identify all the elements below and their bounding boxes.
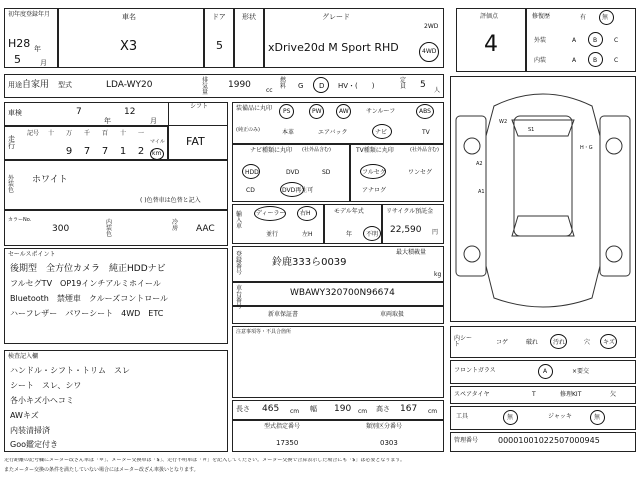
mileage-place: 十 xyxy=(119,130,126,137)
equip-item: サンルーフ xyxy=(366,108,396,115)
equip-item: AW xyxy=(339,108,349,115)
nav-item: SD xyxy=(322,169,331,176)
inspector-notes-label: 検査記入欄 xyxy=(8,353,39,360)
recycle-value: 22,590 xyxy=(390,225,422,235)
seat-item: 破れ xyxy=(526,339,539,346)
car-windshield xyxy=(512,120,574,136)
warranty-new: 新車保証書 xyxy=(268,311,299,318)
sales-point-label: セールスポイント xyxy=(8,251,56,258)
disp-unit: cc xyxy=(266,87,273,94)
model-year-label: モデル年式 xyxy=(334,208,364,215)
inspector-note: 内装清掃済 xyxy=(10,426,50,435)
equipment-title: 装備品に丸印 xyxy=(236,105,273,112)
mileage-unit-mile: マイル xyxy=(150,139,165,145)
doors: 5 xyxy=(216,39,223,52)
tv-sub: (社外品含む) xyxy=(410,147,439,153)
seat-item: 穴 xyxy=(584,339,591,346)
spare-label: スペアタイヤ xyxy=(454,391,490,398)
drive-4wd: 4WD xyxy=(422,48,437,55)
inspection-month-unit: 月 xyxy=(150,117,157,125)
mileage-place: 千 xyxy=(83,130,90,137)
door-label: ドア xyxy=(212,13,226,21)
mileage-unit-km: km xyxy=(152,150,162,157)
car-rear-window xyxy=(512,216,574,236)
class-label: 類別区分番号 xyxy=(366,423,403,430)
mileage-digit: 7 xyxy=(83,146,91,157)
mileage-label: 走行 xyxy=(8,135,15,150)
diagram-mark: W2 xyxy=(499,119,508,125)
inspector-note: 各小キズ小ヘコミ xyxy=(10,396,74,405)
mileage-digit: 7 xyxy=(101,146,109,157)
wheel xyxy=(606,138,622,154)
footer-line-1: 走行距離の記号欄にメーター改ざん車は「＊」、メーター交換車は「$」、走行不明車は「＃」を記入してください。メーター交換で合算表示した場合にも「$」は必要となります。 xyxy=(4,458,405,463)
sales-point-line: Bluetooth 禁煙車 クルーズコントロール xyxy=(10,294,169,303)
tools-cell xyxy=(450,406,636,430)
mgmt-label: 管理番号 xyxy=(454,437,479,444)
car-diagram xyxy=(450,76,636,322)
shift: FAT xyxy=(186,135,205,148)
dims-unit: cm xyxy=(358,408,368,415)
fuel-label: 燃料 xyxy=(280,77,287,90)
footer-line-2: またメーター交換の条件を満たしていない場合にはメーター改ざん車扱いとなります。 xyxy=(4,467,199,473)
equipment-subtitle: (純正のみ) xyxy=(236,127,260,133)
grade-a: A xyxy=(572,37,577,44)
model-label: 型式 xyxy=(58,81,72,89)
type-no: 17350 xyxy=(276,439,299,447)
tools-label: 工具 xyxy=(456,413,469,420)
disp-label: 排気量 xyxy=(202,77,209,96)
diagram-mark: S1 xyxy=(528,127,535,133)
inspector-note: Goo鑑定付き xyxy=(10,440,58,449)
spare-kit: 修理KIT xyxy=(560,391,582,398)
car-name: X3 xyxy=(120,39,138,54)
sales-point-line: 後期型 全方位カメラ 純正HDDナビ xyxy=(10,264,166,274)
spare-none: 欠 xyxy=(610,391,617,398)
mileage-places xyxy=(24,128,152,137)
grade-b: B xyxy=(593,37,598,44)
length-label: 長さ xyxy=(236,405,250,413)
ac-label: 冷房 xyxy=(172,219,179,232)
tv-item: ワンセグ xyxy=(408,169,433,176)
repair-no: 無 xyxy=(602,14,609,21)
grade-c: C xyxy=(614,57,619,64)
seat-label: 内シート xyxy=(454,335,473,348)
dims-unit: cm xyxy=(428,408,438,415)
mileage-place: 万 xyxy=(65,130,72,137)
use: 自家用 xyxy=(22,80,50,90)
shift-cell xyxy=(168,102,228,160)
use-label: 用途 xyxy=(8,81,22,89)
plate-label: 登録番号 xyxy=(236,251,243,276)
inspection-month: 12 xyxy=(124,107,136,117)
model: LDA-WY20 xyxy=(106,80,153,90)
inspection-label: 車検 xyxy=(8,109,22,117)
warranty-manual: 車両取扱 xyxy=(380,311,405,318)
score-label: 評価点 xyxy=(480,13,499,20)
notes-title: 注意事項等・不具合箇所 xyxy=(236,329,292,335)
reg-year-suffix: 年 xyxy=(34,45,41,53)
inspector-note: AWキズ xyxy=(10,411,39,420)
color-no-cell xyxy=(4,210,228,246)
car-left-side xyxy=(456,116,486,276)
spare-t: T xyxy=(532,391,536,398)
interior-color-label: 内装色 xyxy=(106,219,113,238)
jack-none: 無 xyxy=(594,414,601,421)
tools-none: 無 xyxy=(507,414,514,421)
model-year-unknown: 不明 xyxy=(366,231,379,238)
equip-item: TV xyxy=(422,129,430,136)
equip-item: PW xyxy=(312,108,322,115)
grade-c: C xyxy=(614,37,619,44)
nav-item: DVD再生可 xyxy=(282,187,314,194)
vin-value: WBAWY320700N96674 xyxy=(290,288,395,298)
int-label: 内装 xyxy=(534,57,547,64)
disp: 1990 xyxy=(228,80,251,90)
shift-label: シフト xyxy=(190,103,209,110)
car-name-label: 車名 xyxy=(122,13,136,21)
seat-item: 汚れ xyxy=(553,339,566,346)
color-no: 300 xyxy=(52,224,70,234)
ac: AAC xyxy=(196,224,215,234)
fuel-g: G xyxy=(298,82,304,90)
front-glass-x: ×要交 xyxy=(572,368,590,375)
fuel-hv: HV・( ) xyxy=(338,82,375,90)
load-label: 最大積載量 xyxy=(396,249,427,256)
mileage-place: 百 xyxy=(101,130,108,137)
height-label: 高さ xyxy=(376,405,390,413)
mileage-place: 一 xyxy=(137,130,144,137)
mileage-digit: 1 xyxy=(119,146,127,157)
inspection-year: 7 xyxy=(76,107,82,117)
score-value: 4 xyxy=(484,32,498,57)
import-left: 左H xyxy=(302,231,313,238)
cap-label: 定員 xyxy=(400,77,407,90)
repair-label: 修復歴 xyxy=(532,13,551,20)
length: 465 xyxy=(262,404,280,414)
exterior-note: ( )色替車は色替と記入 xyxy=(140,197,201,204)
recycle-label: リサイクル預託金 xyxy=(386,208,434,215)
drive-2wd: 2WD xyxy=(424,23,439,30)
nav-title: ナビ種類に丸印 xyxy=(250,147,293,154)
cap-unit: 人 xyxy=(434,87,441,94)
equip-item: ABS xyxy=(419,108,431,115)
grade-a: A xyxy=(572,57,577,64)
diagram-mark: H・G xyxy=(580,145,593,151)
nav-item: HDD xyxy=(245,169,259,176)
width-label: 幅 xyxy=(310,405,317,413)
inspection-year-unit: 年 xyxy=(104,117,111,125)
wheel xyxy=(464,246,480,262)
front-glass-a: A xyxy=(543,368,548,375)
reg-date-label: 初年度登録年月 xyxy=(8,11,51,18)
nav-item: CD xyxy=(246,187,255,194)
tv-title: TV種類に丸印 xyxy=(356,147,394,154)
diagram-mark: A1 xyxy=(478,189,485,195)
car-body-outline xyxy=(486,94,600,307)
import-right: 右H xyxy=(300,210,311,217)
reg-era-year: H28 xyxy=(8,37,31,50)
repair-yes: 有 xyxy=(580,14,587,21)
sales-point-line: フルセグTV OP19インチアルミホイール xyxy=(10,279,161,288)
plate-value: 鈴鹿333ら0039 xyxy=(272,257,347,268)
fuel-d: D xyxy=(319,82,325,90)
warranty-cell xyxy=(232,306,444,324)
equip-item: PS xyxy=(283,108,291,115)
reg-month: 5 xyxy=(14,53,21,66)
sales-point-line: ハーフレザー パワーシート 4WD ETC xyxy=(10,309,164,318)
grade: xDrive20d M Sport RHD xyxy=(268,41,399,54)
inspector-note: シート スレ、シワ xyxy=(10,381,82,390)
notes-cell xyxy=(232,326,444,398)
tv-item: アナログ xyxy=(362,187,387,194)
jack-label: ジャッキ xyxy=(548,413,572,420)
nav-item: DVD xyxy=(286,169,300,176)
grade-label: グレード xyxy=(322,13,350,21)
width: 190 xyxy=(334,404,352,414)
dims-unit: cm xyxy=(290,408,300,415)
shape-label: 形状 xyxy=(242,13,256,21)
mileage-digit: 9 xyxy=(65,146,73,157)
mileage-digits xyxy=(60,146,152,157)
wheel xyxy=(464,138,480,154)
mgmt-value: 0000100102250700​0945 xyxy=(498,436,600,445)
load-unit: kg xyxy=(434,271,442,278)
cap: 5 xyxy=(420,80,426,90)
equip-item: エアバック xyxy=(318,129,348,136)
class-no: 0303 xyxy=(380,439,398,447)
ext-label: 外装 xyxy=(534,37,547,44)
seat-item: コゲ xyxy=(496,339,509,346)
exterior-label: 外装色 xyxy=(8,175,15,194)
type-label: 型式指定番号 xyxy=(264,423,301,430)
car-right-side xyxy=(600,116,630,276)
mileage-digit: 2 xyxy=(137,146,145,157)
tv-item: フルセグ xyxy=(362,169,386,176)
nav-sub: (社外品含む) xyxy=(302,147,331,153)
mileage-place: 十 xyxy=(47,130,54,137)
seat-item: キズ xyxy=(603,339,615,346)
wheel xyxy=(606,246,622,262)
diagram-mark: A2 xyxy=(476,161,483,167)
import-label: 輸入車 xyxy=(236,211,243,230)
inspector-note: ハンドル・シフト・トリム スレ xyxy=(10,366,130,375)
grade-b: B xyxy=(593,57,598,64)
equip-item: 本革 xyxy=(282,129,295,136)
recycle-unit: 円 xyxy=(432,229,439,236)
import-parallel: 並行 xyxy=(266,231,279,238)
exterior-color: ホワイト xyxy=(32,175,68,185)
car-roof xyxy=(514,116,572,236)
equip-item: ナビ xyxy=(375,129,388,136)
grade-cell xyxy=(264,8,444,68)
vin-label: 車台番号 xyxy=(236,285,243,310)
front-glass-label: フロントガラス xyxy=(454,367,496,374)
height: 167 xyxy=(400,404,418,414)
reg-month-unit: 月 xyxy=(40,59,47,67)
color-no-label: カラーNo. xyxy=(8,217,32,223)
model-year-unit: 年 xyxy=(346,231,353,238)
import-dealer: ディーラー xyxy=(256,210,286,217)
mileage-place: 記号 xyxy=(26,130,39,137)
